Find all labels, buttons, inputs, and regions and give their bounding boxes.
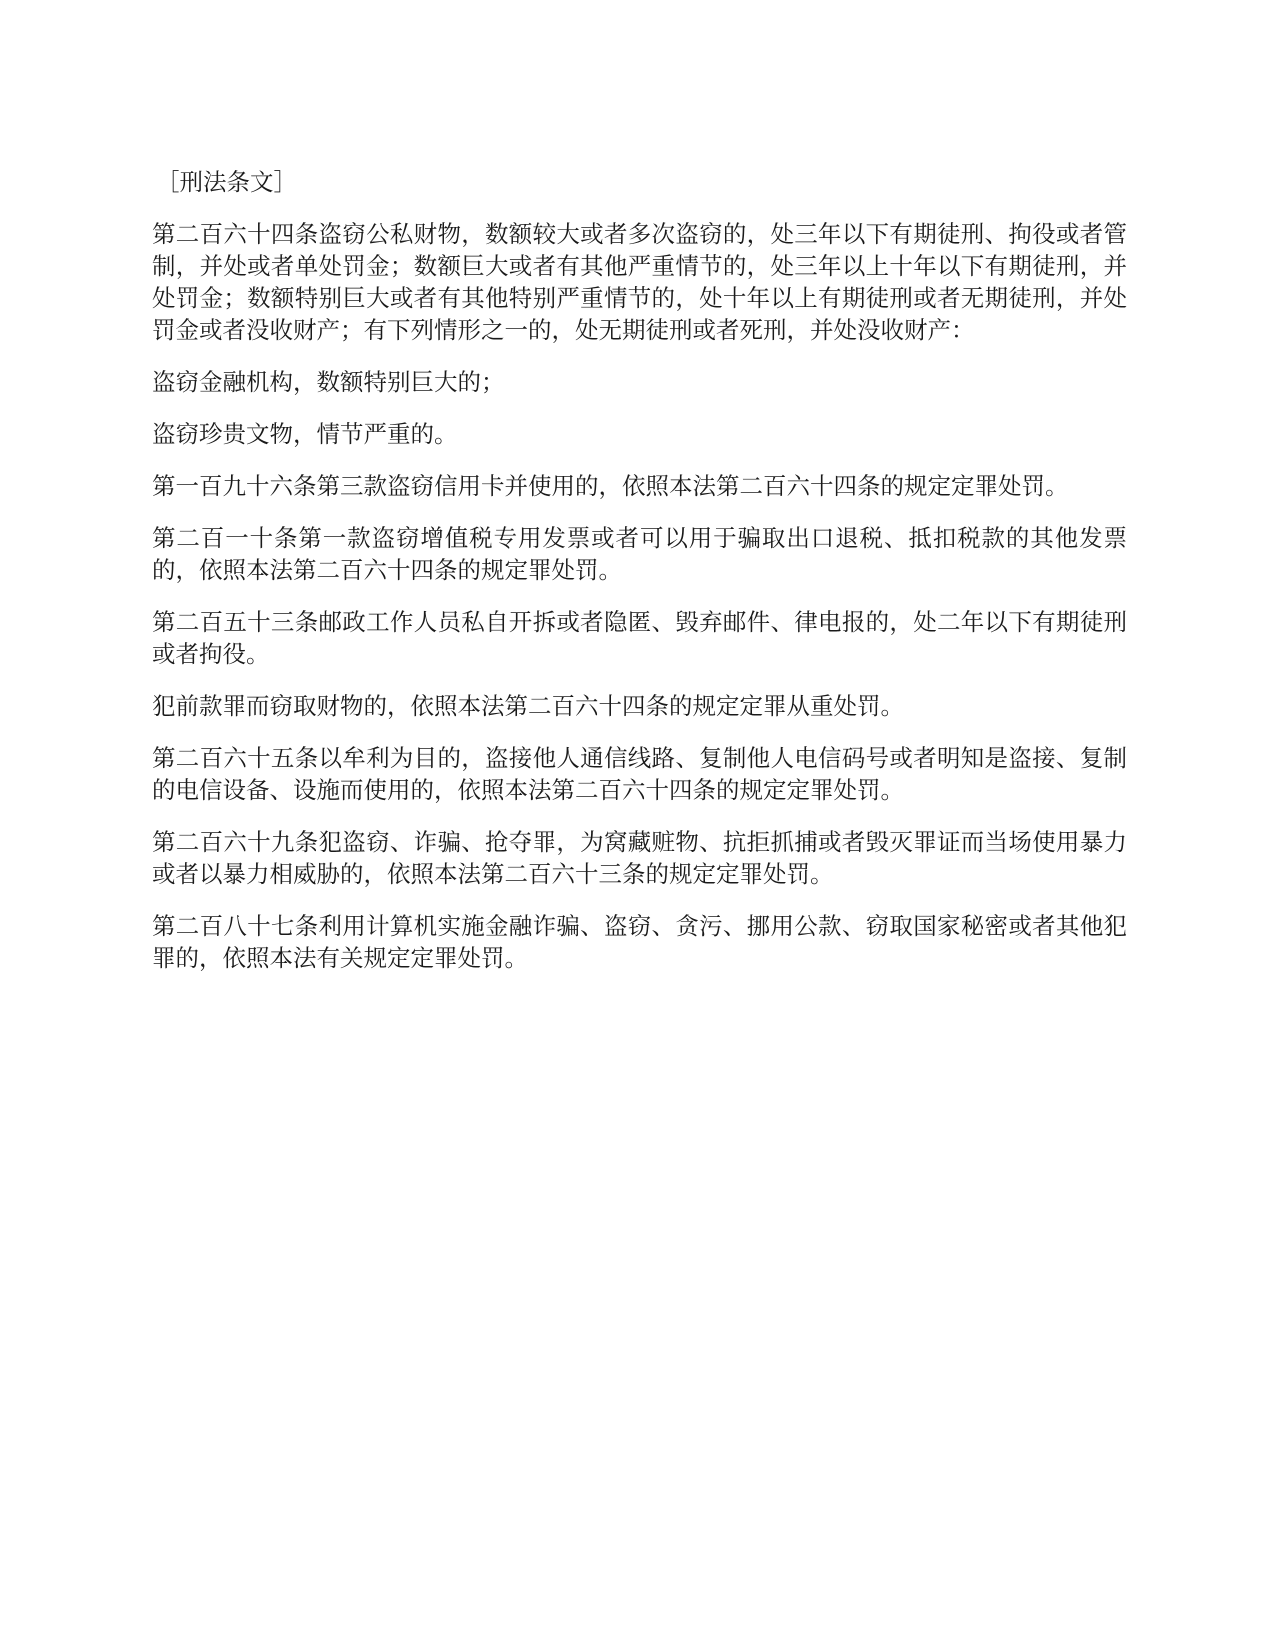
paragraph-item-financial-institution: 盗窃金融机构，数额特别巨大的； — [152, 368, 505, 396]
paragraph-article-210: 第二百一十条第一款盗窃增值税专用发票或者可以用于骗取出口退税、抵扣税款的其他发票的，依照本法第二百六十四条的规定罪处罚。 — [152, 524, 1127, 584]
paragraph-article-269: 第二百六十九条犯盗窃、诈骗、抢夺罪，为窝藏赃物、抗拒抓捕或者毁灭罪证而当场使用暴力或者以暴力相威胁的，依照本法第二百六十三条的规定定罪处罚。 — [152, 828, 1127, 888]
paragraph-item-cultural-relics: 盗窃珍贵文物，情节严重的。 — [152, 420, 458, 448]
paragraph-article-253: 第二百五十三条邮政工作人员私自开拆或者隐匿、毁弃邮件、律电报的，处二年以下有期徒刑或者拘役。 — [152, 608, 1127, 668]
paragraph-article-264: 第二百六十四条盗窃公私财物，数额较大或者多次盗窃的，处三年以下有期徒刑、拘役或者管制，并处或者单处罚金；数额巨大或者有其他严重情节的，处三年以上十年以下有期徒刑，并处罚金；数额特别巨大或者有其他特别严重情节的，处十年以上有期徒刑或者无期徒刑，并处罚金或者没收财产；有下列情形之一的，处无期徒刑或者死刑，并处没收财产： — [152, 220, 1127, 344]
document-body — [152, 166, 1127, 994]
paragraph-article-287: 第二百八十七条利用计算机实施金融诈骗、盗窃、贪污、挪用公款、窃取国家秘密或者其他犯罪的，依照本法有关规定定罪处罚。 — [152, 912, 1127, 972]
paragraph-article-253-clause: 犯前款罪而窃取财物的，依照本法第二百六十四条的规定定罪从重处罚。 — [152, 692, 904, 720]
section-heading: ［刑法条文］ — [156, 168, 297, 196]
paragraph-article-196: 第一百九十六条第三款盗窃信用卡并使用的，依照本法第二百六十四条的规定定罪处罚。 — [152, 472, 1069, 500]
paragraph-article-265: 第二百六十五条以牟利为目的，盗接他人通信线路、复制他人电信码号或者明知是盗接、复制的电信设备、设施而使用的，依照本法第二百六十四条的规定定罪处罚。 — [152, 744, 1127, 804]
